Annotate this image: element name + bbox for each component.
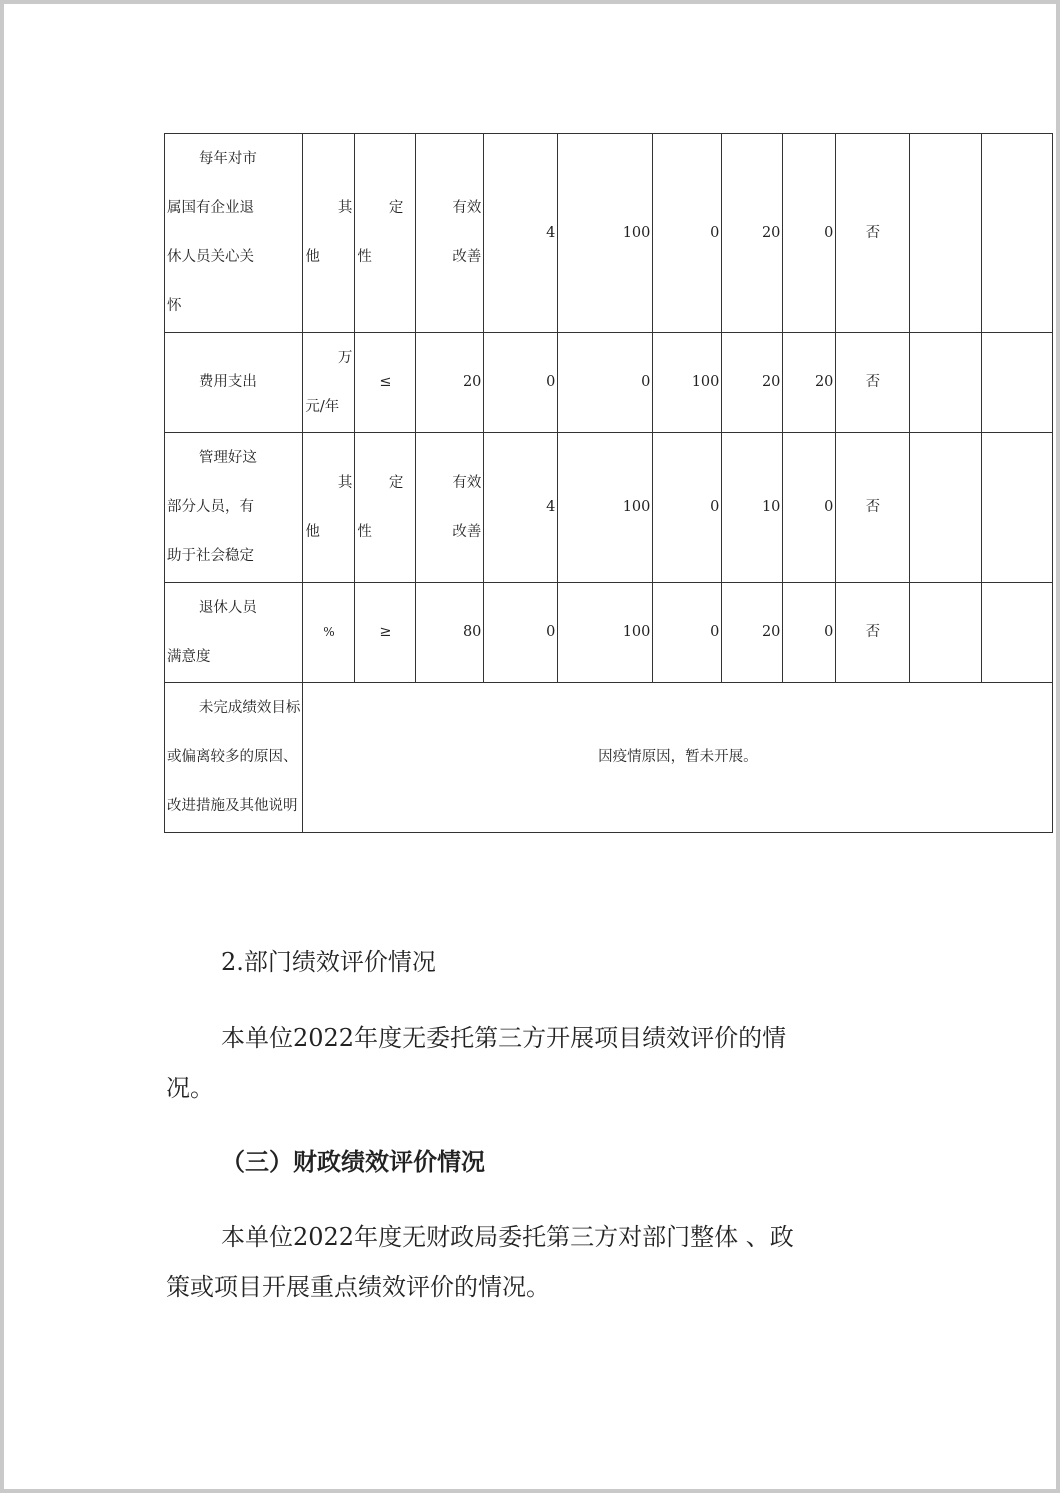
nature-cell: 定 性 [355,433,416,583]
note-label-cell: 未完成绩效目标 或偏离较多的原因、 改进措施及其他说明 [165,683,303,833]
empty-cell [910,583,982,683]
flag-cell: 否 [836,583,910,683]
section-3-line-1: 本单位2022年度无财政局委托第三方对部门整体 、政 [221,1223,794,1251]
value-cell: 0 [653,134,722,333]
value-cell: 20 [722,333,783,433]
value-cell: 100 [558,134,653,333]
flag-cell: 否 [836,134,910,333]
table-row [165,333,1053,433]
target-cell: 有效 改善 [416,433,484,583]
value-cell: 20 [783,333,836,433]
empty-cell [982,333,1053,433]
note-text-cell: 因疫情原因，暂未开展。 [303,683,1053,833]
flag-cell: 否 [836,433,910,583]
value-cell: 0 [484,333,558,433]
target-cell: 80 [416,583,484,683]
value-cell: 10 [722,433,783,583]
section-3-title: （三）财政绩效评价情况 [221,1147,485,1176]
section-2-line-1: 本单位2022年度无委托第三方开展项目绩效评价的情 [221,1024,787,1052]
empty-cell [910,134,982,333]
unit-cell: % [303,583,355,683]
empty-cell [982,433,1053,583]
flag-cell: 否 [836,333,910,433]
empty-cell [982,583,1053,683]
section-3-line-2: 策或项目开展重点绩效评价的情况。 [166,1273,550,1301]
nature-cell: ≥ [355,583,416,683]
value-cell: 20 [722,134,783,333]
value-cell: 0 [783,134,836,333]
empty-cell [982,134,1053,333]
empty-cell [910,333,982,433]
value-cell: 20 [722,583,783,683]
value-cell: 100 [653,333,722,433]
indicator-cell: 退休人员 满意度 [165,583,303,683]
target-cell: 20 [416,333,484,433]
table-row [165,583,1053,683]
indicator-cell: 管理好这 部分人员，有 助于社会稳定 [165,433,303,583]
value-cell: 0 [783,583,836,683]
indicator-cell: 费用支出 [165,333,303,433]
table-row [165,134,1053,333]
value-cell: 0 [783,433,836,583]
value-cell: 4 [484,134,558,333]
indicator-cell: 每年对市 属国有企业退 休人员关心关 怀 [165,134,303,333]
value-cell: 100 [558,433,653,583]
value-cell: 0 [484,583,558,683]
nature-cell: 定 性 [355,134,416,333]
section-2-line-2: 况。 [166,1074,214,1102]
document-page [4,4,1056,1489]
unit-cell: 其 他 [303,433,355,583]
nature-cell: ≤ [355,333,416,433]
note-row [165,683,1053,833]
value-cell: 0 [653,433,722,583]
table-row [165,433,1053,583]
value-cell: 0 [653,583,722,683]
value-cell: 100 [558,583,653,683]
section-2-title: 2.部门绩效评价情况 [221,948,436,976]
value-cell: 0 [558,333,653,433]
unit-cell: 万 元/年 [303,333,355,433]
performance-table [164,133,1053,833]
value-cell: 4 [484,433,558,583]
empty-cell [910,433,982,583]
target-cell: 有效 改善 [416,134,484,333]
unit-cell: 其 他 [303,134,355,333]
